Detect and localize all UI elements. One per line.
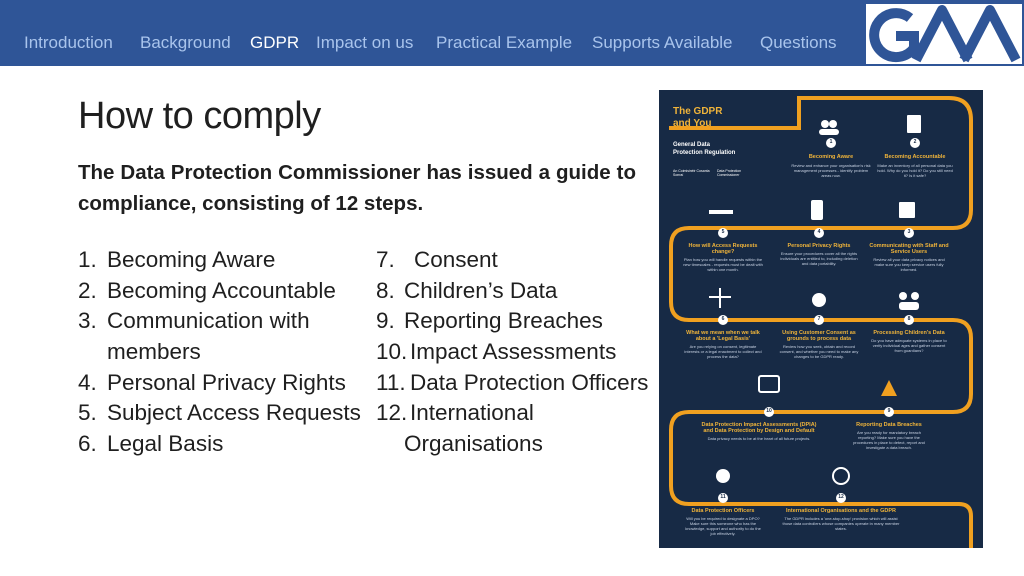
list-item-number: 7. [376,247,395,272]
list-item [376,276,656,307]
poster-step-caption: What we mean when we talk about a 'Legal Basis' [686,330,760,343]
nav-background[interactable]: Background [140,33,231,52]
list-item [376,429,656,460]
list-item-number: 12. [376,400,408,426]
poster-step-number: 12 [838,494,844,500]
poster-step-caption: Becoming Aware [808,154,854,160]
poster-step-caption: Using Customer Consent as grounds to process data [782,330,856,343]
poster-step-description: Are you relying on consent, legitimate interests or a legal enactment to collect and process the data? [684,344,762,359]
poster-step-description: The GDPR includes a 'one-stop-shop' provision which will assist those data controllers whose companies operate in many member states. [782,516,900,531]
poster-step-caption: Data Protection Impact Assessments (DPIA) and Data Protection by Design and Default [701,422,817,435]
list-item [78,368,368,399]
list-item-number: 1. [78,247,97,272]
poster-subheading-line1: General Data [673,142,711,148]
nav-supports-available[interactable]: Supports Available [592,33,733,52]
list-item [376,245,656,276]
poster-step-caption: Communicating with Staff and Service Users [869,243,949,256]
list-item [78,429,368,460]
intro-paragraph: The Data Protection Commissioner has issued a guide to compliance, consisting of 12 steps. [78,161,636,215]
list-item [376,398,656,429]
list-item-number: 9. [376,308,395,334]
list-item-number: 6. [78,431,97,457]
list-item-text: Communication with [107,308,310,334]
gaa-logo-icon [866,4,1022,64]
poster-step-caption: Data Protection Officers [691,508,755,514]
steps-list-left [78,245,368,460]
poster-step-number: 7 [817,316,821,322]
nav-questions[interactable]: Questions [760,33,837,52]
list-item-number: 3. [78,308,97,334]
list-item [376,337,656,368]
poster-step-description: Plan how you will handle requests within the new timescales - requests must be dealt with within one month. [683,257,763,272]
poster-step-number: 2 [913,139,917,145]
top-navigation-bar [0,0,1024,66]
list-item-text: Becoming Accountable [107,277,336,303]
list-item-text: members [107,339,201,365]
poster-step-description: Will you be required to designate a DPO? Make sure this someone who has the knowledge, support and authority to do the job effectively. [685,516,761,536]
poster-step-number: 11 [720,494,726,500]
list-item-text: Data Protection Officers [410,369,649,395]
poster-heading-line1: The GDPR [673,106,723,117]
poster-step-description: Make an inventory of all personal data you hold. Why do you hold it? Do you still need it? Is it safe? [877,163,953,178]
poster-step-caption: How will Access Requests change? [688,243,758,256]
nav-impact-on-us[interactable]: Impact on us [316,33,414,52]
nav-practical-example[interactable]: Practical Example [436,33,573,52]
list-item [376,368,656,399]
poster-step-caption: Becoming Accountable [884,154,946,160]
poster-org-irish: An Coimisinéir Cosanta Sonraí [673,169,710,177]
poster-heading-line2: and You [673,118,712,129]
poster-step-description: Review how you seek, obtain and record consent, and whether you need to make any changes to be GDPR ready. [779,344,859,359]
list-item-text: International [410,400,534,426]
poster-step-caption: Personal Privacy Rights [787,243,851,249]
list-item-number: 2. [78,277,97,303]
list-item [78,398,368,429]
poster-step-description: Are you ready for mandatory breach reporting? Make sure you have the procedures in place to detect, report and investigate a data breach. [853,430,925,450]
list-item-text: Children’s Data [404,277,558,303]
list-item [78,276,368,307]
list-item-text: Personal Privacy Rights [107,369,346,395]
poster-step-number: 10 [766,408,772,414]
poster-step-number: 9 [887,408,891,414]
poster-step-number: 4 [817,229,821,235]
list-item-text: Organisations [404,431,543,457]
list-item-text: Becoming Aware [107,247,276,272]
page-title: How to comply [78,95,321,137]
gdpr-infographic-poster [659,90,983,548]
poster-step-number: 8 [907,316,911,322]
steps-list-right [376,245,656,460]
poster-step-number: 1 [829,139,833,145]
list-item-text: Reporting Breaches [404,308,603,334]
nav-introduction[interactable]: Introduction [24,33,113,52]
list-item [78,337,368,368]
poster-subheading-line2: Protection Regulation [673,150,736,156]
list-item [78,245,368,276]
poster-org-english: Data Protection Commissioner [717,169,742,177]
list-item-text: Consent [414,247,498,272]
list-item-number: 5. [78,400,97,426]
list-item-text: Subject Access Requests [107,400,361,426]
poster-step-description: Do you have adequate systems in place to verify individual ages and gather consent from guardians? [871,338,947,353]
list-item-number: 8. [376,277,395,303]
gaa-logo [866,4,1022,64]
list-item-number: 11. [376,369,406,395]
poster-step-caption: International Organisations and the GDPR [785,508,896,514]
nav-gdpr[interactable]: GDPR [250,33,300,52]
poster-step-number: 5 [721,229,725,235]
poster-step-number: 3 [907,229,911,235]
poster-step-description: Review all your data privacy notices and make sure you keep service users fully informed. [873,257,945,272]
poster-step-description: Ensure your procedures cover all the rights individuals are entitled to, including deletion and data portability. [780,251,858,266]
list-item [78,306,368,337]
list-item-text: Legal Basis [107,431,224,457]
poster-step-description: Review and enhance your organisation's risk management processes - identify problem areas now. [791,163,871,178]
list-item [376,306,656,337]
poster-step-number: 6 [721,316,725,322]
list-item-text: Impact Assessments [410,339,617,365]
poster-step-description: Data privacy needs to be at the heart of all future projects. [707,436,811,441]
poster-step-caption: Processing Children's Data [873,330,945,336]
list-item-number: 4. [78,369,97,395]
list-item-number: 10. [376,339,408,365]
poster-step-caption: Reporting Data Breaches [856,422,922,428]
